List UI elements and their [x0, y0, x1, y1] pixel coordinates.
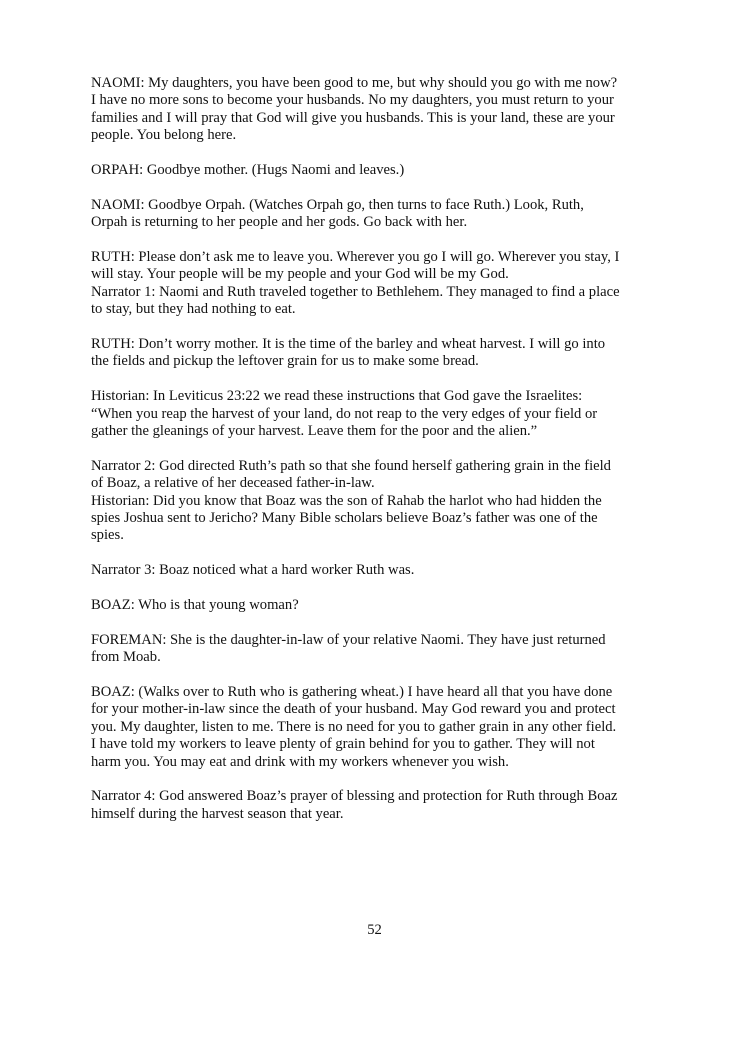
narration-2: Narrator 2: God directed Ruth’s path so that she found herself gathering grain in the field of Boaz, a relative of her deceased father-in-law.	[91, 457, 611, 492]
dialogue-boaz-1: BOAZ: Who is that young woman?	[91, 597, 299, 614]
narration-1: Narrator 1: Naomi and Ruth traveled together to Bethlehem. They managed to find a place to stay, but they had nothing to eat.	[91, 283, 620, 318]
dialogue-ruth-2: RUTH: Don’t worry mother. It is the time of the barley and wheat harvest. I will go into the fields and pickup the leftover grain for us to make some bread.	[91, 336, 606, 370]
dialogue-naomi-2: NAOMI: Goodbye Orpah. (Watches Orpah go, then turns to face Ruth.) Look, Ruth, Orpah is returning to her people and her gods. Go back with her.	[91, 196, 584, 231]
dialogue-orpah: ORPAH: Goodbye mother. (Hugs Naomi and leaves.)	[91, 162, 405, 179]
dialogue-naomi-1: NAOMI: My daughters, you have been good to me, but why should you go with me now? I have no more sons to become your husbands. No my daughters, you must return to your families and I will pray that God will give you husbands. This is your land, these are your people. You belong here.	[91, 75, 618, 144]
page-number: 52	[367, 922, 382, 938]
dialogue-ruth-1: RUTH: Please don’t ask me to leave you. Wherever you go I will go. Wherever you stay, I will stay. Your people will be my people and your God will be my God.	[91, 249, 620, 283]
dialogue-boaz-2: BOAZ: (Walks over to Ruth who is gathering wheat.) I have heard all that you have done for your mother-in-law since the death of your husband. May God reward you and protect you. My daughter, listen to me. There is no need for you to gather grain in any other field. I have told my workers to leave plenty of grain behind for you to gather. They will not harm you. You may eat and drink with my workers whenever you wish.	[91, 684, 617, 770]
historian-1: Historian: In Leviticus 23:22 we read these instructions that God gave the Israelites: “When you reap the harvest of your land, do not reap to the very edges of your field or gather the gleanings of your harvest. Leave them for the poor and the alien.”	[91, 388, 598, 440]
document-page	[91, 75, 621, 841]
historian-2: Historian: Did you know that Boaz was the son of Rahab the harlot who had hidden the spies Joshua sent to Jericho? Many Bible scholars believe Boaz’s father was one of the spies.	[91, 492, 602, 544]
narration-3: Narrator 3: Boaz noticed what a hard worker Ruth was.	[91, 562, 415, 579]
narration-4: Narrator 4: God answered Boaz’s prayer of blessing and protection for Ruth through Boaz himself during the harvest season that year.	[91, 788, 618, 822]
dialogue-foreman: FOREMAN: She is the daughter-in-law of your relative Naomi. They have just returned from Moab.	[91, 631, 606, 666]
